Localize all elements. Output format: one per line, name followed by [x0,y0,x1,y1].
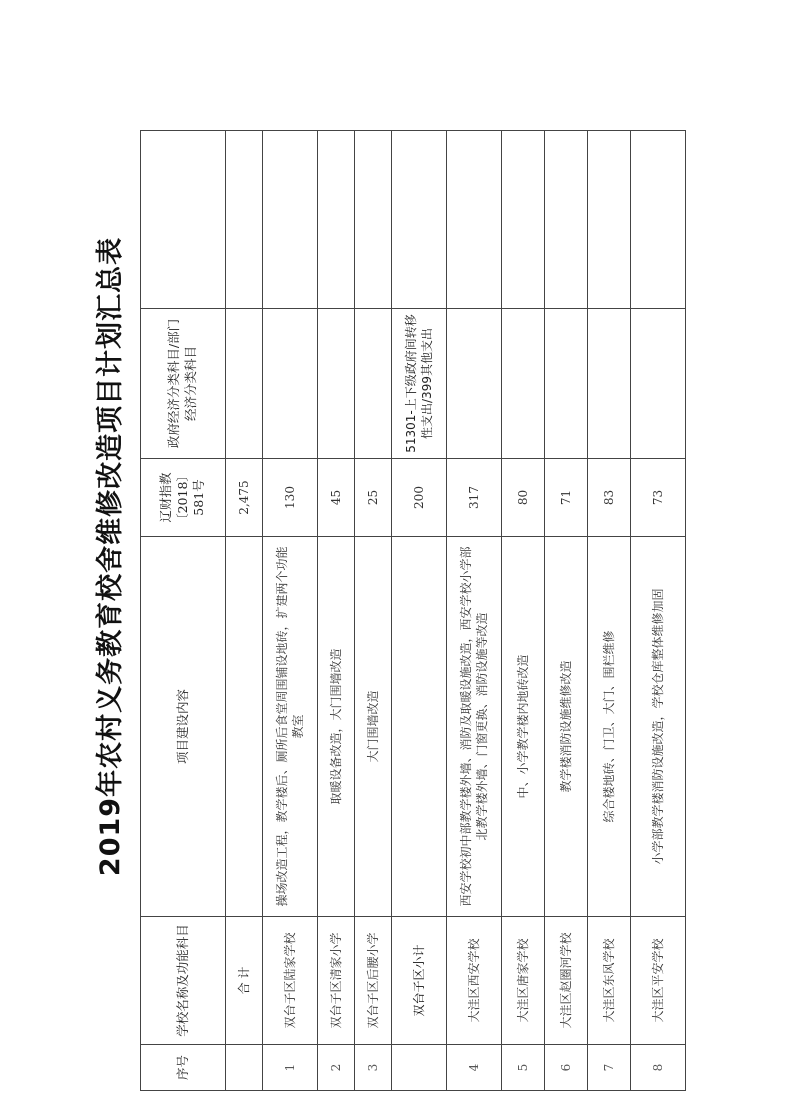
row-seq: 1 [263,1045,318,1091]
row-amount: 130 [263,459,318,537]
row-seq [392,1045,447,1091]
row-econ [588,309,631,459]
row-seq: 7 [588,1045,631,1091]
row-content: 教学楼消防设施维修改造 [545,537,588,917]
row-school: 大洼区赵圈河学校 [545,917,588,1045]
row-content: 取暖设备改造，大门围墙改造 [318,537,355,917]
table-row [318,131,355,1091]
row-econ [318,309,355,459]
subtotal-amount: 200 [392,459,447,537]
table-cell [226,309,263,459]
row-content: 中、小学教学楼内地砖改造 [502,537,545,917]
row-amount: 83 [588,459,631,537]
row-econ [447,309,502,459]
row-amount: 73 [631,459,686,537]
row-amount: 317 [447,459,502,537]
row-amount: 71 [545,459,588,537]
table-cell [226,537,263,917]
row-school: 大洼区东风学校 [588,917,631,1045]
table-cell [631,131,686,309]
row-seq: 6 [545,1045,588,1091]
header-blank [141,131,226,309]
row-school: 双台子区清家小学 [318,917,355,1045]
row-content: 综合楼地砖、门卫、大门、围栏维修 [588,537,631,917]
table-cell [263,131,318,309]
row-econ [631,309,686,459]
table-row [447,131,502,1091]
project-plan-table [140,130,686,1091]
row-econ [263,309,318,459]
row-amount: 45 [318,459,355,537]
row-content: 操场改造工程，教学楼后、厕所后食堂周围铺设地砖，扩建两个功能教室 [263,537,318,917]
table-row [588,131,631,1091]
row-seq: 5 [502,1045,545,1091]
document-title: 2019年农村义务教育校舍维修改造项目计划汇总表 [95,236,126,877]
row-school: 大洼区西安学校 [447,917,502,1045]
row-school: 双台子区后腰小学 [355,917,392,1045]
table-row [502,131,545,1091]
table-row [263,131,318,1091]
header-econ: 政府经济分类科目/部门经济分类科目 [141,309,226,459]
row-econ [355,309,392,459]
row-school: 大洼区唐家学校 [502,917,545,1045]
table-cell [545,131,588,309]
total-row [226,131,263,1091]
row-content: 西安学校初中部教学楼外墙、消防及取暖设施改造，西安学校小学部北教学楼外墙、门窗更换、消防设施等改造 [447,537,502,917]
table-cell [502,131,545,309]
subtotal-row [392,131,447,1091]
table-cell [588,131,631,309]
total-label: 合 计 [226,917,263,1045]
header-amount: 辽财指教〔2018〕581号 [141,459,226,537]
header-seq: 序号 [141,1045,226,1091]
row-seq: 2 [318,1045,355,1091]
table-cell [226,131,263,309]
subtotal-label: 双台子区小计 [392,917,447,1045]
row-econ [545,309,588,459]
table-cell [392,131,447,309]
row-amount: 80 [502,459,545,537]
table-header-row [141,131,226,1091]
table-cell [318,131,355,309]
row-content: 小学部教学楼消防设施改造，学校仓库整体维修加固 [631,537,686,917]
table-row [355,131,392,1091]
row-school: 双台子区陆家学校 [263,917,318,1045]
row-content [392,537,447,917]
row-econ [502,309,545,459]
table-row [631,131,686,1091]
row-econ: 51301-上下级政府间转移性支出/399其他支出 [392,309,447,459]
table-cell [355,131,392,309]
table-cell [226,1045,263,1091]
row-seq: 3 [355,1045,392,1091]
row-amount: 25 [355,459,392,537]
table-row [545,131,588,1091]
row-school: 大洼区平安学校 [631,917,686,1045]
row-seq: 4 [447,1045,502,1091]
header-content: 项目建设内容 [141,537,226,917]
row-content: 大门围墙改造 [355,537,392,917]
header-school: 学校名称及功能科目 [141,917,226,1045]
row-seq: 8 [631,1045,686,1091]
table-cell [447,131,502,309]
total-amount: 2,475 [226,459,263,537]
